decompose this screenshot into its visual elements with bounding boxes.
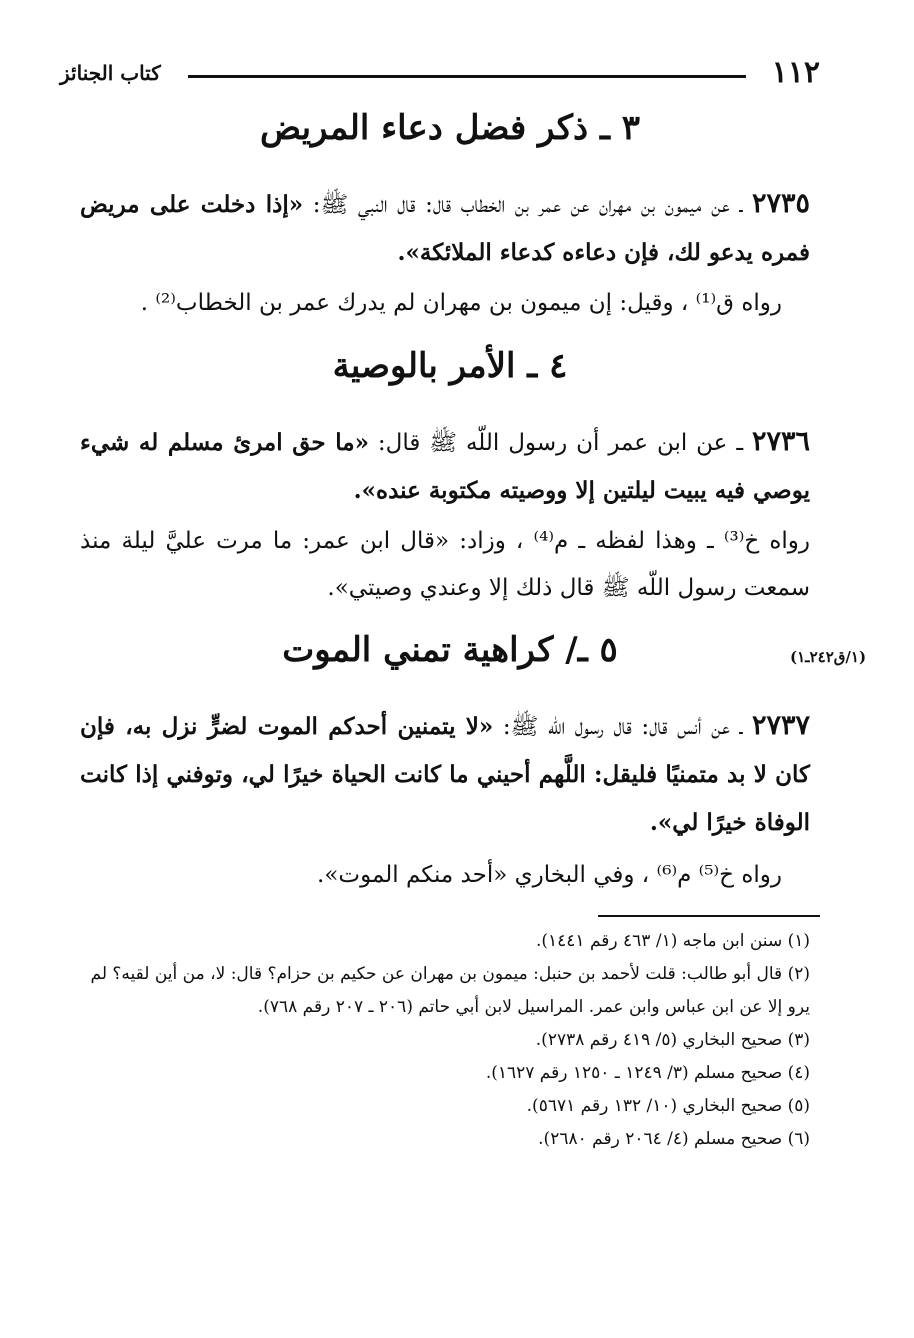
hadith-2735-note: رواه ق⁽¹⁾ ، وقيل: إن ميمون بن مهران لم يدرك عمر بن الخطاب⁽²⁾ . (140, 290, 782, 316)
footnote-6: (٦) صحيح مسلم (٤/ ٢٠٦٤ رقم ٢٦٨٠). (538, 1129, 810, 1149)
hadith-2735 (80, 180, 810, 277)
hadith-isnad: ـ عن ميمون بن مهران عن عمر بن الخطاب قال: قال النبي ﷺ: (303, 192, 752, 218)
margin-note: (١/ق٢٤٢ـ١) (790, 648, 867, 666)
header-rule (188, 75, 746, 78)
hadith-isnad: ـ عن ابن عمر أن رسول اللّه ﷺ قال: (368, 430, 752, 456)
section-heading-3: ٣ ـ ذكر فضل دعاء المريض (259, 108, 641, 148)
footnote-5: (٥) صحيح البخاري (١٠/ ١٣٢ رقم ٥٦٧١). (526, 1096, 810, 1116)
footnote-4: (٤) صحيح مسلم (٣/ ١٢٤٩ ـ ١٢٥٠ رقم ١٦٢٧). (485, 1063, 810, 1083)
footnote-rule (598, 915, 820, 917)
hadith-isnad: ـ عن أنس قال: قال رسول اللّه ﷺ: (493, 714, 752, 740)
hadith-matn: «لا يتمنين أحدكم الموت لضرٍّ نزل به، فإن كان لا بد متمنيًا فليقل: اللَّهم أحيني ما كانت الحياة خيرًا لي، وتوفني إذا كانت الوفاة خيرًا لي». (80, 713, 810, 836)
hadith-matn: «ما حق امرئ مسلم له شيء يوصي فيه يبيت ليلتين إلا ووصيته مكتوبة عنده». (80, 429, 810, 504)
footnotes (80, 925, 810, 1156)
page-number: ١١٢ (771, 55, 820, 90)
footnote-2: (٢) قال أبو طالب: قلت لأحمد بن حنبل: ميمون بن مهران عن حكيم بن حزام؟ قال: لا، من أين لقيه؟ لم يرو إلا عن ابن عباس وابن عمر. المراسيل لابن أبي حاتم (٢٠٦ ـ ٢٠٧ رقم ٧٦٨). (90, 964, 810, 1017)
hadith-2737-note: رواه خ⁽⁵⁾ م⁽⁶⁾ ، وفي البخاري «أحد منكم الموت». (317, 862, 782, 888)
hadith-number: ٢٧٣٦ (751, 426, 810, 457)
hadith-number: ٢٧٣٧ (751, 710, 810, 741)
hadith-2737 (80, 702, 810, 847)
section-heading-4: ٤ ـ الأمر بالوصية (332, 346, 568, 386)
footnote-1: (١) سنن ابن ماجه (١/ ٤٦٣ رقم ١٤٤١). (535, 931, 810, 951)
footnote-3: (٣) صحيح البخاري (٥/ ٤١٩ رقم ٢٧٣٨). (535, 1030, 810, 1050)
running-header (60, 55, 820, 95)
hadith-2736-note: رواه خ⁽³⁾ ـ وهذا لفظه ـ م⁽⁴⁾ ، وزاد: «قال ابن عمر: ما مرت عليَّ ليلة منذ سمعت رسول اللّه ﷺ قال ذلك إلا وعندي وصيتي». (80, 528, 810, 601)
book-title: كتاب الجنائز (60, 61, 161, 85)
hadith-2736 (80, 418, 810, 515)
hadith-matn: «إذا دخلت على مريض فمره يدعو لك، فإن دعاءه كدعاء الملائكة». (80, 191, 810, 266)
section-heading-5: ٥ ـ/ كراهية تمني الموت (282, 630, 618, 670)
hadith-number: ٢٧٣٥ (751, 188, 810, 219)
